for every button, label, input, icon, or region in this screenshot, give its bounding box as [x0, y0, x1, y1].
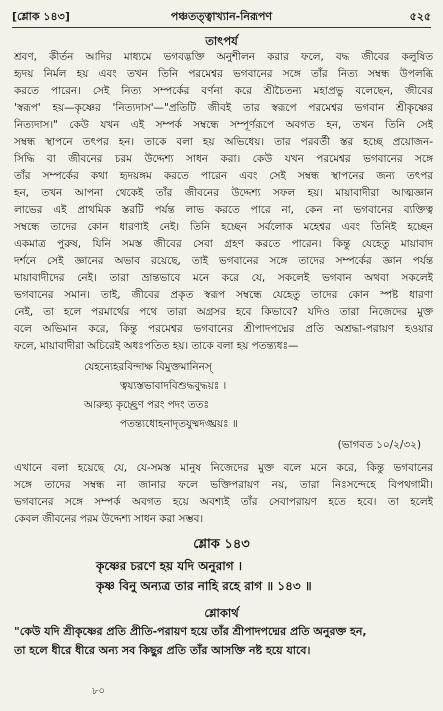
sloka-line: কৃষ্ণের চরণে হয় যদি অনুরাগ । [96, 559, 243, 573]
purport-line: হন, তখন আপনা থেকেই তাঁর জীবনের উদ্দেশ্য সফল হয়। মায়াবাদীরা আত্মজ্ঞান [14, 187, 433, 199]
verse-line: পতন্ত্যধোহনাদৃতযুষ্মদঙ্ঘ্রয়ঃ ॥ [120, 418, 238, 430]
purport-line: করতে পারেন। সেই নিত্য সম্পর্কের বর্ণনা করে শ্রীচৈতন্য মহাপ্রভু বলেছেন, জীবের [14, 85, 433, 97]
header-chapter-title: পঞ্চতত্ত্বাখ্যান-নিরূপণ [170, 10, 273, 23]
translation-line: তা হলে ধীরে ধীরে অন্য সব কিছুর প্রতি তাঁর আসক্তি নষ্ট হয়ে যাবে। [14, 644, 311, 657]
purport-body [14, 49, 433, 355]
sloka-title: শ্লোক ১৪৩ [193, 537, 250, 552]
purport-line: ভগবানের সমান। তাই, জীবের প্রকৃত স্বরূপ সম্বন্ধে যেহেতু তাদের কোন স্পষ্ট ধারণা [14, 289, 433, 301]
purport-line: দর্শনে সেই জ্ঞানের অভাব রয়েছে, তাই ভগবানের সঙ্গে তাদের সম্পর্কের জ্ঞান পর্যন্ত [14, 255, 433, 267]
purport-line: 'স্বরূপ' হয়—কৃষ্ণের 'নিত্যদাস'—"প্রতিটি জীবই তার স্বরূপে পরমেশ্বর ভগবান শ্রীকৃষ্ণের [14, 102, 433, 114]
header-rule [12, 27, 431, 28]
running-header [12, 8, 431, 26]
translation-body [14, 622, 433, 660]
verse-line: যেহন্যেহরবিন্দাক্ষ বিমুক্তমানিনস্ [84, 361, 212, 373]
purport-line: তাঁর সম্পর্কের কথা হৃদয়ঙ্গম করতে পারেন এবং সেই সম্বন্ধ স্থাপনের জন্য তৎপর [14, 170, 433, 182]
purport-line: নেই, তা হলে পরমার্থের পথে তারা অগ্রসর হবে কিভাবে? যদিও তারা নিজেদের মুক্ত [14, 306, 433, 318]
purport-line: হৃদয় নির্মল হয় এবং তখন তিনি পরমেশ্বর ভগবানের সঙ্গে তাঁর নিত্য সম্বন্ধ উপলব্ধি [14, 68, 433, 80]
purport-line: লাভের এই প্রাথমিক স্তরটি পর্যন্ত লাভ করতে পারে না, কেন না ভগবানের ব্যক্তিত্ব [14, 204, 433, 216]
purport-line: সম্বন্ধ স্থাপনে তৎপর হন। তাকে বলা হয় অভিধেয়। তার পরবর্তী স্তর হচ্ছে প্রয়োজন- [14, 136, 433, 148]
translation-heading: শ্লোকার্থ [204, 606, 239, 620]
purport-line: নিত্যদাস।" কেউ যখন এই সম্পর্ক সম্বন্ধে সম্পূর্ণরূপে অবগত হন, তখন তিনি সেই [14, 119, 433, 131]
purport-line: একমাত্র পুরুষ, যিনি সমস্ত জীবের সেবা গ্রহণ করতে পারেন। কিন্তু যেহেতু মায়াবাদ [14, 238, 433, 250]
purport-line: বলে অভিমান করে, কিন্তু পরমেশ্বর ভগবানের শ্রীপাদপদ্মের প্রতি অশ্রদ্ধা-পরায়ণ হওয়ার [14, 323, 433, 335]
body-line: এখানে বলা হয়েছে যে, যে-সমস্ত মানুষ নিজেদের মুক্ত বলে মনে করে, কিন্তু ভগবানের [14, 462, 433, 474]
body-line: সঙ্গে তাদের সম্বন্ধ না জানার ফলে ভক্তিপরায়ণ নয়, তারা নিঃসন্দেহে বিপথগামী। [14, 479, 433, 491]
purport-line: সিদ্ধি বা জীবনের চরম উদ্দেশ্য সাধন করা। কেউ যখন পরমেশ্বর ভগবানের সঙ্গে [14, 153, 433, 165]
sloka-text [96, 556, 403, 596]
page-number: ৫২৫ [409, 10, 431, 23]
quoted-verse [0, 358, 443, 434]
purport-line: মায়াবাদীদের নেই। তারা ভ্রান্তভাবে মনে করে যে, সকলেই ভগবান অথবা সকলেই [14, 272, 433, 284]
header-verse-number: [শ্লোক ১৪৩] [12, 10, 70, 23]
purport-line: সম্বন্ধে তাদের কোন ধারণাই নেই। তিনি হচ্ছেন সর্বলোক মহেশ্বর এবং তিনিই হচ্ছেন [14, 221, 433, 233]
purport-line: শ্রবণ, কীর্তন আদির মাধ্যমে ভগবদ্ভক্তি অনুশীলন করার ফলে, বদ্ধ জীবের কলুষিত [14, 51, 433, 63]
verse-line: আরুহ্য কৃচ্ছ্রেণ পরং পদং ততঃ [84, 399, 210, 411]
after-verse-body [14, 460, 433, 528]
verse-reference: (ভাগবত ১০/২/৩২) [337, 439, 421, 451]
purport-heading: তাৎপর্য [205, 34, 238, 48]
translation-line: "কেউ যদি শ্রীকৃষ্ণের প্রতি প্রীতি-পরায়ণ হয়ে তাঁর শ্রীপাদপদ্মের প্রতি অনুরক্ত হন, [14, 625, 367, 638]
footer-mark: ৮০ [92, 686, 105, 697]
body-line: কেবল জীবনের পরম উদ্দেশ্য সাধন করা সম্ভব। [14, 513, 204, 525]
sloka-line: কৃষ্ণ বিনু অন্যত্র তার নাহি রহে রাগ ॥ ১৪৩ ॥ [96, 579, 312, 593]
body-line: ভগবানের সঙ্গে সম্পর্ক অবগত হয়ে অবশ্যই তাঁর সেবাপরায়ণ হতে হবে। তা হলেই [14, 496, 433, 508]
verse-line: ত্বয্যস্তভাবাদবিশুদ্ধবুদ্ধয়ঃ । [120, 380, 227, 392]
purport-line: ফলে, মায়াবাদীরা অচিরেই অধঃপতিত হয়। তাকে বলা হয় পতন্ত্যধঃ— [14, 340, 299, 352]
